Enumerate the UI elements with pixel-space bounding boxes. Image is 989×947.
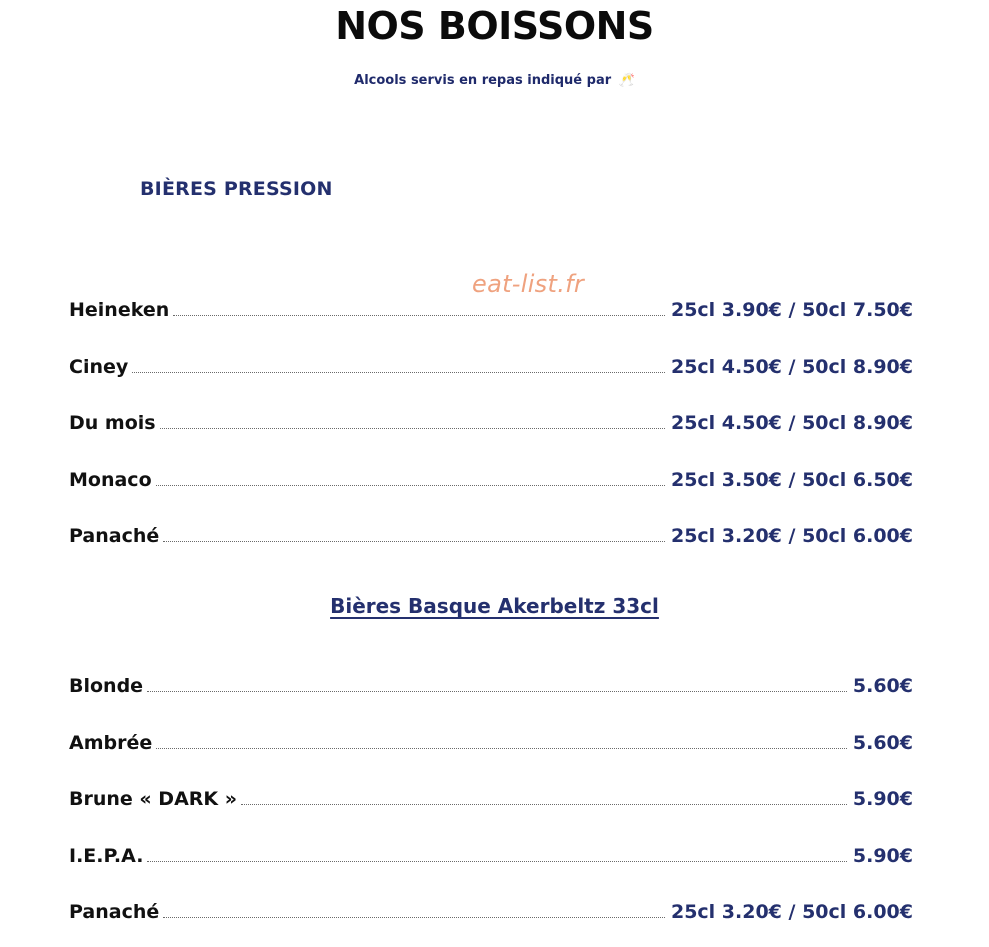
list-item [69,838,913,868]
list-item [69,349,913,379]
champagne-glasses-icon: 🥂 [618,73,635,88]
dotted-leader [156,484,665,486]
item-price: 5.60€ [852,732,913,754]
item-price: 5.60€ [852,675,913,697]
item-name: Monaco [69,469,152,491]
dotted-leader [147,690,847,692]
list-item [69,781,913,811]
list-item [69,405,913,435]
item-name: Du mois [69,412,156,434]
list-item [69,725,913,755]
item-name: Panaché [69,525,160,547]
item-price: 25cl 4.50€ / 50cl 8.90€ [670,356,913,378]
subtitle-text: Alcools servis en repas indiqué par [354,73,612,88]
dotted-leader [173,314,665,316]
item-name: Ambrée [69,732,153,754]
watermark: eat-list.fr [472,270,585,298]
page-subtitle [0,73,989,88]
item-price: 25cl 3.20€ / 50cl 6.00€ [670,901,913,923]
item-price: 25cl 3.20€ / 50cl 6.00€ [670,525,913,547]
item-price: 25cl 3.90€ / 50cl 7.50€ [670,299,913,321]
item-price: 25cl 4.50€ / 50cl 8.90€ [670,412,913,434]
item-name: Ciney [69,356,129,378]
dotted-leader [163,540,665,542]
dotted-leader [160,427,665,429]
list-item [69,462,913,492]
list-item [69,518,913,548]
dotted-leader [132,371,665,373]
dotted-leader [156,747,847,749]
item-price: 25cl 3.50€ / 50cl 6.50€ [670,469,913,491]
item-price: 5.90€ [852,788,913,810]
list-item [69,292,913,322]
page-title: NOS BOISSONS [335,4,654,48]
dotted-leader [147,860,846,862]
item-name: Brune « DARK » [69,788,238,810]
dotted-leader [241,803,847,805]
dotted-leader [163,916,665,918]
item-price: 5.90€ [852,845,913,867]
item-name: Panaché [69,901,160,923]
section-title-basque-beers: Bières Basque Akerbeltz 33cl [330,594,659,618]
list-item [69,894,913,924]
item-name: I.E.P.A. [69,845,144,867]
section-title-draught-beers: BIÈRES PRESSION [140,178,333,200]
item-name: Blonde [69,675,144,697]
item-name: Heineken [69,299,170,321]
list-item [69,668,913,698]
